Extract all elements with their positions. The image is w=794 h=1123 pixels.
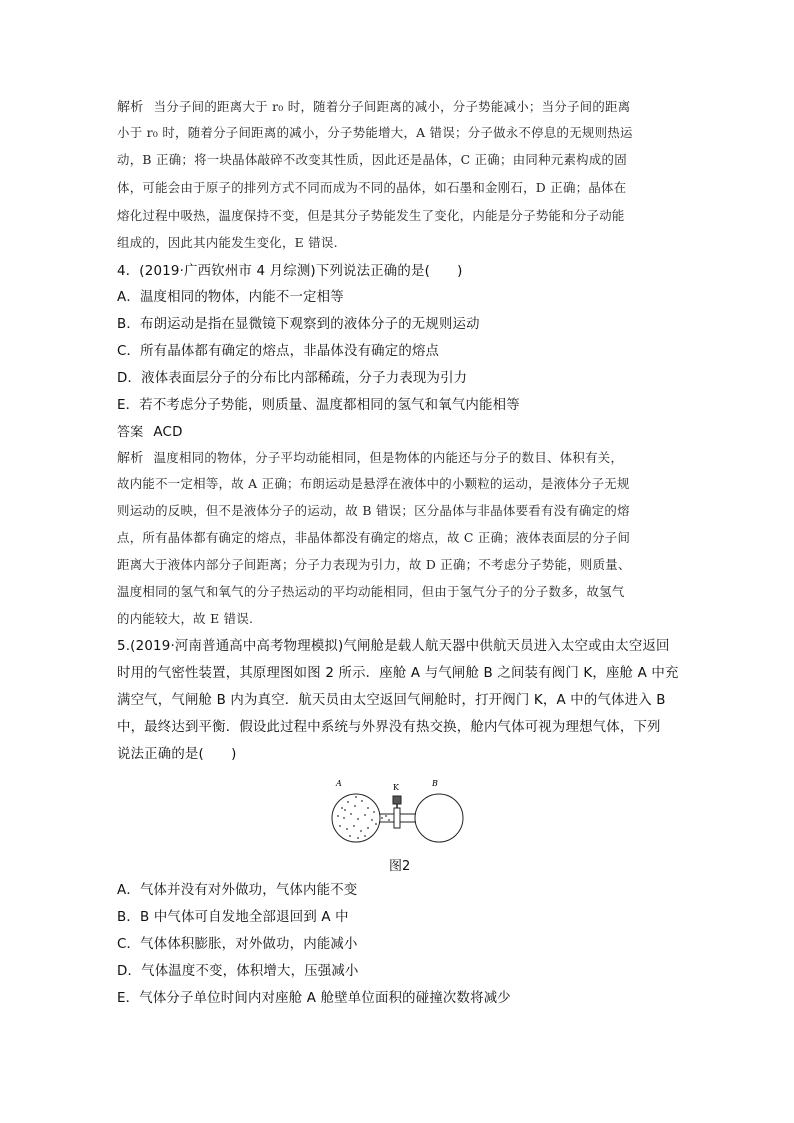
- answer-value: ACD: [153, 425, 183, 440]
- question-4-option-a: A．温度相同的物体，内能不一定相等: [117, 290, 344, 305]
- question-5-option-b: B．B 中气体可自发地全部退回到 A 中: [117, 910, 349, 925]
- question-4-stem: 4．(2019·广西钦州市 4 月综测)下列说法正确的是( ): [117, 264, 463, 279]
- analysis-3-line-3: 动，B 正确；将一块晶体敲碎不改变其性质，因此还是晶体，C 正确；由同种元素构成的固: [117, 152, 627, 167]
- cabin-b-circle: [415, 794, 463, 842]
- question-5-option-d: D．气体温度不变，体积增大，压强减小: [117, 964, 359, 979]
- question-5-stem-line-3: 满空气，气闸舱 B 内为真空．航天员由太空返回气闸舱时，打开阀门 K，A 中的气体进入 B: [117, 693, 666, 708]
- question-5-stem-line-1: 5.(2019·河南普通高中高考物理模拟)气闸舱是载人航天器中供航天员进入太空或由太空返回: [117, 639, 670, 654]
- analysis-4-line-4: 点，所有晶体都有确定的熔点，非晶体都没有确定的熔点，故 C 正确；液体表面层的分子间: [117, 530, 631, 545]
- analysis-label: 解析: [117, 100, 144, 115]
- analysis-4-line-6: 温度相同的氢气和氧气的分子热运动的平均动能相同，但由于氢气分子的分子数多，故氢气: [117, 584, 625, 599]
- label-b: B: [432, 779, 438, 788]
- analysis-3-line-6: 组成的，因此其内能发生变化，E 错误.: [117, 235, 338, 250]
- question-5-stem-line-5: 说法正确的是( ): [117, 747, 237, 762]
- airlock-diagram: [330, 778, 470, 858]
- question-5-stem-line-4: 中，最终达到平衡．假设此过程中系统与外界没有热交换，舱内气体可视为理想气体，下列: [117, 720, 661, 735]
- valve-k-handle: [393, 796, 401, 804]
- answer-label: 答案: [117, 425, 144, 440]
- analysis-4-line-1: 解析 温度相同的物体，分子平均动能相同，但是物体的内能还与分子的数目、体积有关，: [117, 450, 624, 466]
- gas-particles: [337, 796, 390, 839]
- question-5-stem-line-2: 时用的气密性装置，其原理图如图 2 所示．座舱 A 与气闸舱 B 之间装有阀门 K，座舱 A 中充: [117, 666, 679, 681]
- figure-caption: 图2: [389, 859, 411, 874]
- cabin-a-circle: [332, 794, 380, 842]
- valve-k-body: [394, 808, 400, 828]
- analysis-4-line-5: 距离大于液体内部分子间距离；分子力表现为引力，故 D 正确；不考虑分子势能，则质量、: [117, 557, 631, 572]
- question-4-option-d: D．液体表面层分子的分布比内部稀疏，分子力表现为引力: [117, 371, 468, 386]
- analysis-3-line-1: 解析 当分子间的距离大于 r₀ 时，随着分子间距离的减小，分子势能减小；当分子间的距离: [117, 99, 631, 115]
- analysis-4-line-3: 则运动的反映，但不是液体分子的运动，故 B 错误；区分晶体与非晶体要看有没有确定的熔: [117, 503, 630, 518]
- analysis-label: 解析: [117, 451, 144, 466]
- question-4-answer: [117, 421, 183, 440]
- question-4-option-e: E．若不考虑分子势能，则质量、温度都相同的氢气和氧气内能相等: [117, 398, 520, 413]
- analysis-4-line-2: 故内能不一定相等，故 A 正确；布朗运动是悬浮在液体中的小颗粒的运动，是液体分子无规: [117, 476, 630, 491]
- question-4-option-c: C．所有晶体都有确定的熔点，非晶体没有确定的熔点: [117, 344, 440, 359]
- label-k: K: [393, 783, 399, 792]
- question-4-option-b: B．布朗运动是指在显微镜下观察到的液体分子的无规则运动: [117, 317, 480, 332]
- analysis-3-line-5: 熔化过程中吸热，温度保持不变，但是其分子势能发生了变化，内能是分子势能和分子动能: [117, 208, 625, 223]
- analysis-4-line-7: 的内能较大，故 E 错误.: [117, 611, 254, 626]
- question-5-option-e: E．气体分子单位时间内对座舱 A 舱壁单位面积的碰撞次数将减少: [117, 991, 511, 1006]
- question-5-option-c: C．气体体积膨胀，对外做功，内能减小: [117, 937, 358, 952]
- label-a: A: [336, 779, 342, 788]
- analysis-3-line-2: 小于 r₀ 时，随着分子间距离的减小，分子势能增大，A 错误；分子做永不停息的无规则热运: [117, 125, 633, 140]
- question-5-option-a: A．气体并没有对外做功，气体内能不变: [117, 883, 358, 898]
- analysis-3-line-4: 体，可能会由于原子的排列方式不同而成为不同的晶体，如石墨和金刚石，D 正确；晶体在: [117, 180, 627, 195]
